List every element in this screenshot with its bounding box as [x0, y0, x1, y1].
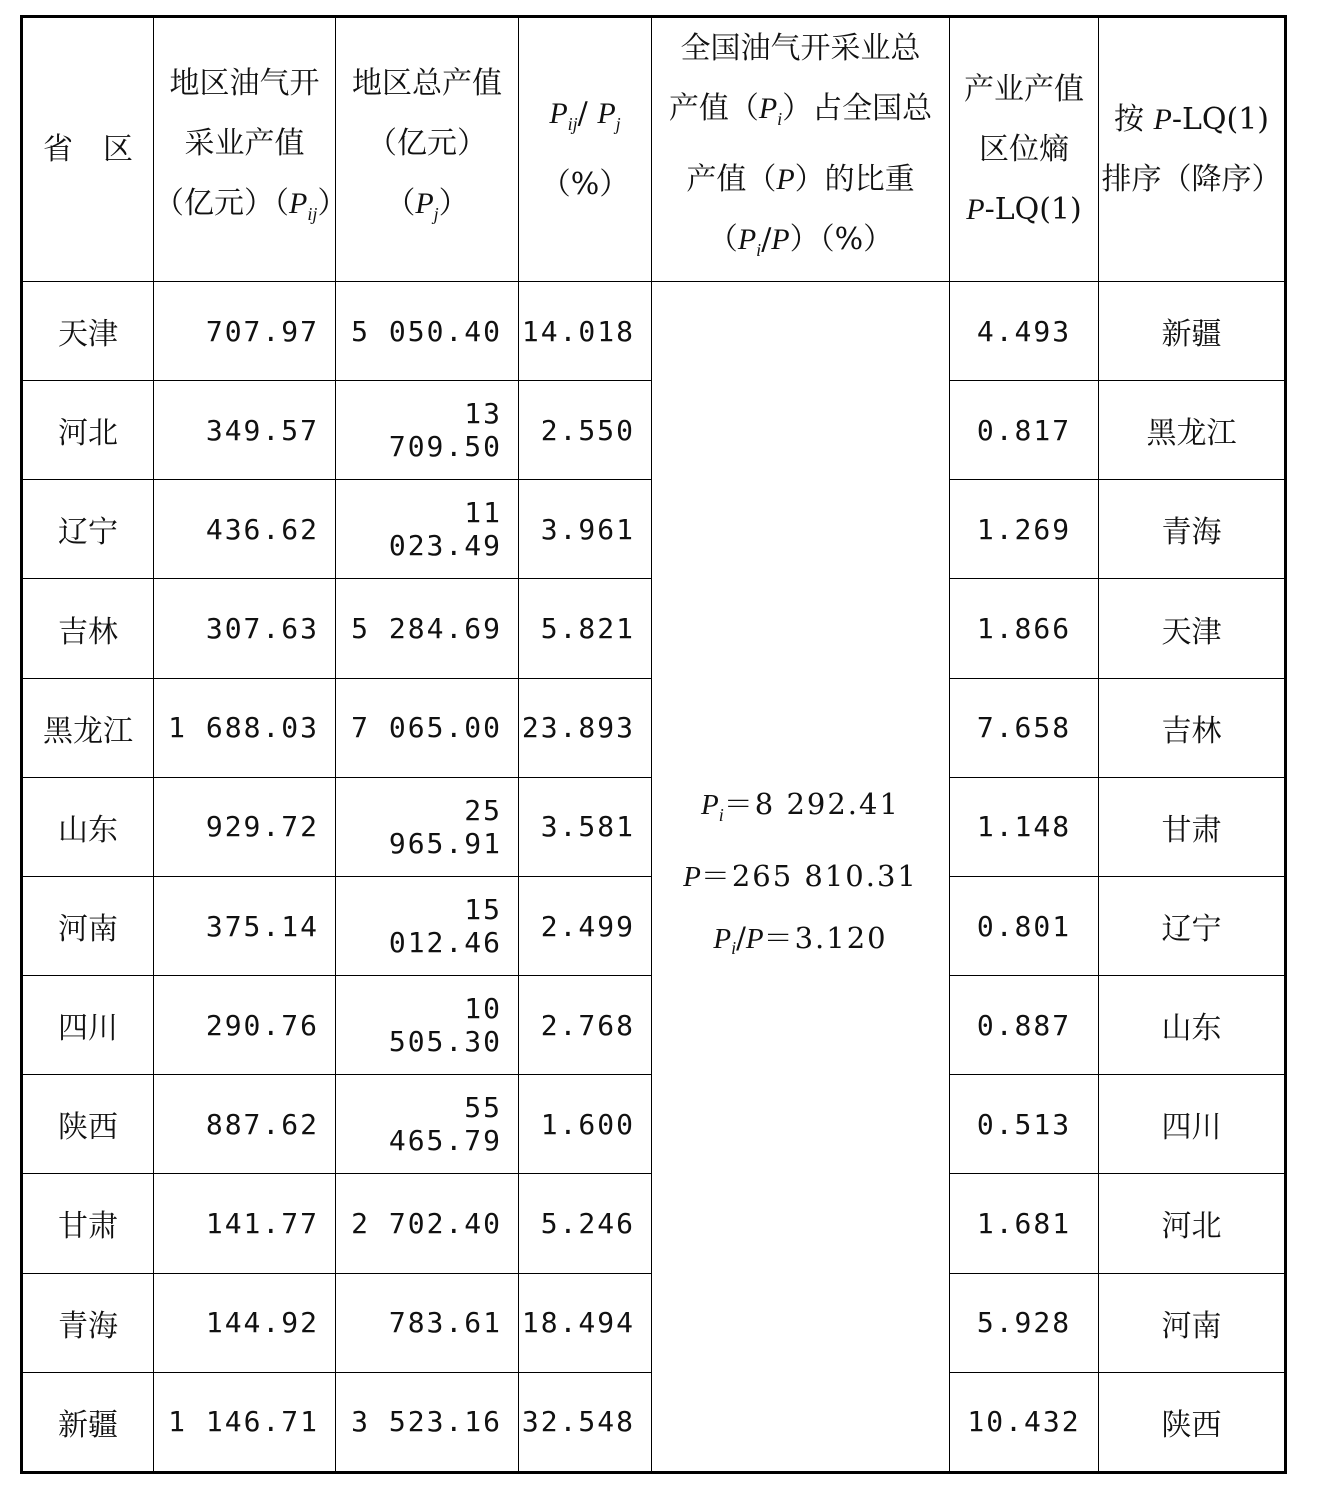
ratio-cell: 2.499 [519, 876, 652, 975]
pij-cell: 307.63 [154, 579, 336, 678]
location-quotient-cell: 5.928 [950, 1273, 1099, 1372]
table-row [22, 282, 1286, 381]
rank-cell: 四川 [1099, 1075, 1286, 1174]
province-cell: 黑龙江 [22, 678, 154, 777]
pij-cell: 290.76 [154, 976, 336, 1075]
ratio-cell: 32.548 [519, 1372, 652, 1472]
rank-cell: 黑龙江 [1099, 381, 1286, 480]
pj-cell: 55 465.79 [336, 1075, 519, 1174]
ratio-cell: 5.246 [519, 1174, 652, 1273]
location-quotient-cell: 1.269 [950, 480, 1099, 579]
rank-cell: 河南 [1099, 1273, 1286, 1372]
pij-cell: 887.62 [154, 1075, 336, 1174]
pj-cell: 10 505.30 [336, 976, 519, 1075]
province-cell: 青海 [22, 1273, 154, 1372]
ratio-cell: 2.550 [519, 381, 652, 480]
province-cell: 陕西 [22, 1075, 154, 1174]
pj-cell: 13 709.50 [336, 381, 519, 480]
header-national-share: 全国油气开采业总 产值$(P_i)$占全国总 产值（P）的比重 $(P_i/P)(\%)$ [652, 17, 950, 282]
pij-cell: 929.72 [154, 777, 336, 876]
header-regional-oil-gas-output: 地区油气开 采业产值 （亿元）$(P_{ij})$ [154, 17, 336, 282]
province-cell: 山东 [22, 777, 154, 876]
province-cell: 甘肃 [22, 1174, 154, 1273]
header-regional-total-output: 地区总产值 （亿元） $(P_j)$ [336, 17, 519, 282]
total-pi: $P_i=8$ 292.41 [701, 786, 900, 825]
header-location-quotient: 产业产值 区位熵 P-LQ(1) [950, 17, 1099, 282]
header-rank-desc: 按 P-LQ(1) 排序（降序） [1099, 17, 1286, 282]
header-ratio-pij-pj: $P_{ij}/$ $P_j$ （%） [519, 17, 652, 282]
ratio-cell: 3.581 [519, 777, 652, 876]
location-quotient-cell: 0.887 [950, 976, 1099, 1075]
location-quotient-cell: 1.681 [950, 1174, 1099, 1273]
rank-cell: 陕西 [1099, 1372, 1286, 1472]
location-quotient-cell: 0.817 [950, 381, 1099, 480]
pj-cell: 25 965.91 [336, 777, 519, 876]
location-quotient-cell: 1.148 [950, 777, 1099, 876]
ratio-cell: 2.768 [519, 976, 652, 1075]
pj-cell: 5 284.69 [336, 579, 519, 678]
rank-cell: 吉林 [1099, 678, 1286, 777]
ratio-cell: 14.018 [519, 282, 652, 381]
province-cell: 新疆 [22, 1372, 154, 1472]
total-ratio: $P_i/P=3.120$ [713, 920, 888, 959]
oil-gas-location-quotient-table [20, 15, 1287, 1474]
province-cell: 吉林 [22, 579, 154, 678]
national-totals-cell [652, 282, 950, 1473]
location-quotient-cell: 10.432 [950, 1372, 1099, 1472]
location-quotient-cell: 7.658 [950, 678, 1099, 777]
ratio-cell: 18.494 [519, 1273, 652, 1372]
location-quotient-cell: 0.801 [950, 876, 1099, 975]
pj-cell: 7 065.00 [336, 678, 519, 777]
ratio-cell: 1.600 [519, 1075, 652, 1174]
pj-cell: 11 023.49 [336, 480, 519, 579]
province-cell: 辽宁 [22, 480, 154, 579]
rank-cell: 天津 [1099, 579, 1286, 678]
pj-cell: 3 523.16 [336, 1372, 519, 1472]
pij-cell: 349.57 [154, 381, 336, 480]
pj-cell: 15 012.46 [336, 876, 519, 975]
total-p: P＝265 810.31 [683, 858, 918, 893]
ratio-cell: 3.961 [519, 480, 652, 579]
rank-cell: 新疆 [1099, 282, 1286, 381]
pij-cell: 707.97 [154, 282, 336, 381]
ratio-cell: 23.893 [519, 678, 652, 777]
province-cell: 四川 [22, 976, 154, 1075]
location-quotient-cell: 1.866 [950, 579, 1099, 678]
header-row [22, 17, 1286, 282]
province-cell: 天津 [22, 282, 154, 381]
rank-cell: 青海 [1099, 480, 1286, 579]
location-quotient-cell: 4.493 [950, 282, 1099, 381]
pij-cell: 1 146.71 [154, 1372, 336, 1472]
header-province: 省 区 [22, 17, 154, 282]
pij-cell: 1 688.03 [154, 678, 336, 777]
location-quotient-cell: 0.513 [950, 1075, 1099, 1174]
rank-cell: 河北 [1099, 1174, 1286, 1273]
ratio-cell: 5.821 [519, 579, 652, 678]
pj-cell: 2 702.40 [336, 1174, 519, 1273]
pij-cell: 375.14 [154, 876, 336, 975]
province-cell: 河北 [22, 381, 154, 480]
pj-cell: 5 050.40 [336, 282, 519, 381]
pj-cell: 783.61 [336, 1273, 519, 1372]
pij-cell: 436.62 [154, 480, 336, 579]
pij-cell: 141.77 [154, 1174, 336, 1273]
pij-cell: 144.92 [154, 1273, 336, 1372]
rank-cell: 辽宁 [1099, 876, 1286, 975]
rank-cell: 山东 [1099, 976, 1286, 1075]
rank-cell: 甘肃 [1099, 777, 1286, 876]
province-cell: 河南 [22, 876, 154, 975]
